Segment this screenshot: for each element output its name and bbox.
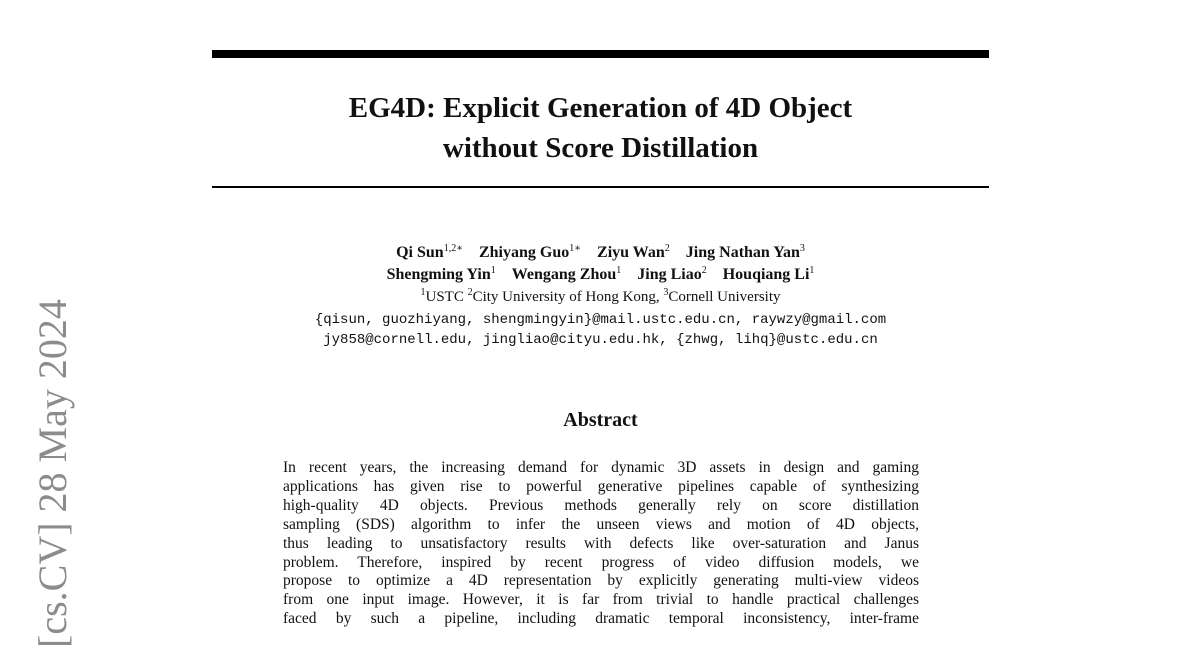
affiliation-text: Cornell University bbox=[668, 289, 781, 305]
abstract-line: sampling (SDS) algorithm to infer the unseen views and motion of 4D objects, bbox=[283, 515, 919, 533]
author-affiliation-mark: 2 bbox=[701, 265, 707, 276]
author bbox=[396, 244, 463, 261]
author-affiliation-mark: 1 bbox=[490, 265, 496, 276]
affiliation-text: USTC bbox=[425, 289, 468, 305]
abstract-line: high-quality 4D objects. Previous methods generally rely on score distillation bbox=[283, 496, 919, 514]
abstract-line: thus leading to unsatisfactory results with defects like over-saturation and Janus bbox=[283, 534, 919, 552]
abstract-line: problem. Therefore, inspired by recent progress of video diffusion models, we bbox=[283, 553, 919, 571]
author-name: Qi Sun bbox=[396, 244, 444, 261]
author-name: Ziyu Wan bbox=[597, 244, 665, 261]
author-line bbox=[212, 264, 989, 286]
author-name: Zhiyang Guo bbox=[478, 244, 570, 261]
abstract-body bbox=[283, 459, 919, 629]
author-emails bbox=[212, 310, 989, 350]
email-line: jy858@cornell.edu, jingliao@cityu.edu.hk, {zhwg, lihq}@ustc.edu.cn bbox=[323, 332, 878, 348]
author-name: Shengming Yin bbox=[386, 266, 491, 283]
abstract-line: applications has given rise to powerful generative pipelines capable of synthesizing bbox=[283, 477, 919, 495]
author-line bbox=[212, 242, 989, 264]
author-name: Wengang Zhou bbox=[511, 266, 617, 283]
paper-title-line: without Score Distillation bbox=[442, 132, 759, 164]
paper-title-line: EG4D: Explicit Generation of 4D Object bbox=[348, 92, 853, 124]
abstract-line: propose to optimize a 4D representation by explicitly generating multi-view videos bbox=[283, 572, 919, 590]
abstract-heading: Abstract bbox=[563, 409, 638, 431]
affiliation-mark: 2 bbox=[467, 287, 473, 298]
author-name: Jing Nathan Yan bbox=[685, 244, 800, 261]
author bbox=[637, 266, 706, 283]
affiliations bbox=[212, 287, 989, 307]
abstract-line: from one input image. However, it is far from trivial to handle practical challenges bbox=[283, 591, 919, 609]
paper-title bbox=[212, 88, 989, 168]
author bbox=[512, 266, 621, 283]
author bbox=[479, 244, 581, 261]
author-list bbox=[212, 242, 989, 286]
author-affiliation-mark: 1 bbox=[616, 265, 622, 276]
title-top-rule bbox=[212, 50, 989, 58]
abstract-line: faced by such a pipeline, including dramatic temporal inconsistency, inter-frame bbox=[283, 610, 919, 628]
author-name: Houqiang Li bbox=[722, 266, 810, 283]
author-affiliation-mark: 1,2∗ bbox=[443, 243, 463, 254]
affiliation-mark: 3 bbox=[663, 287, 669, 298]
author-affiliation-mark: 2 bbox=[664, 243, 670, 254]
affiliation-mark: 1 bbox=[420, 287, 426, 298]
author bbox=[597, 244, 670, 261]
author bbox=[723, 266, 815, 283]
author bbox=[387, 266, 496, 283]
author bbox=[686, 244, 805, 261]
author-name: Jing Liao bbox=[637, 266, 702, 283]
abstract-line: In recent years, the increasing demand for dynamic 3D assets in design and gaming bbox=[283, 459, 919, 476]
affiliation-text: City University of Hong Kong, bbox=[472, 289, 664, 305]
author-affiliation-mark: 3 bbox=[799, 243, 805, 254]
author-affiliation-mark: 1∗ bbox=[569, 243, 582, 254]
title-bottom-rule bbox=[212, 186, 989, 188]
arxiv-stamp: [cs.CV] 28 May 2024 bbox=[30, 299, 75, 648]
author-affiliation-mark: 1 bbox=[809, 265, 815, 276]
email-line: {qisun, guozhiyang, shengmingyin}@mail.ustc.edu.cn, raywzy@gmail.com bbox=[314, 312, 887, 328]
